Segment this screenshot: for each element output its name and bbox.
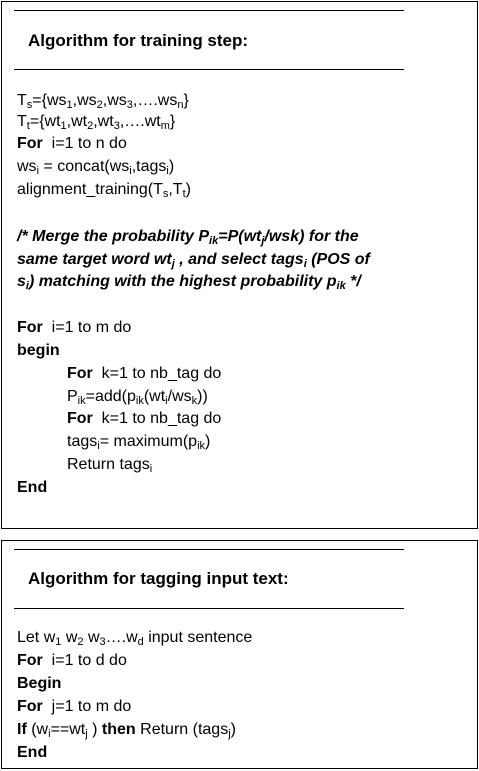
tagging-title: Algorithm for tagging input text: <box>28 569 289 588</box>
end-keyword-2: End <box>17 744 48 761</box>
comment-line-3: $s_i$) matching with the highest probability $p_{ik}$ */ <box>17 273 361 292</box>
end-keyword: End <box>17 479 48 496</box>
for-loop-n: For i=1 to n do <box>17 135 127 152</box>
comment-line-1: /* Merge the probability $P_{ik}=P(wt_j/wsk)$ for the <box>17 228 359 247</box>
for-loop-nb-tag-1: For k=1 to nb_tag do <box>67 365 222 382</box>
for-loop-j: For j=1 to m do <box>17 698 132 715</box>
alignment-training-line: $alignment\_training(T_s,T_t)$ <box>17 181 191 200</box>
training-top-rule <box>14 10 404 11</box>
tagging-top-rule <box>14 549 404 550</box>
training-title: Algorithm for training step: <box>28 31 249 50</box>
ts-set-line: $T_s=\{ws_1,ws_2,ws_3,\dots.ws_n\}$ <box>17 92 189 111</box>
comment-line-2: same target word $wt_j$ , and select tags$_i$ (POS of <box>17 251 370 270</box>
begin-keyword-2: Begin <box>17 675 62 692</box>
return-tags-line: Return tags$_i$ <box>67 456 153 475</box>
for-loop-m: For i=1 to m do <box>17 319 132 336</box>
probability-add-line: $P_{ik}=add(p_{ik}(wt_i/ws_k))$ <box>67 388 208 407</box>
let-input-line: Let $w_1$ $w_2$ $w_3\dots.w_d$ input sentence <box>17 629 253 648</box>
concat-line: $ws_i$ = $concat(ws_i,tags_i)$ <box>17 158 175 177</box>
for-loop-nb-tag-2: For k=1 to nb_tag do <box>67 410 222 427</box>
tt-set-line: $T_t=\{wt_1,wt_2,wt_3,\dots.wt_m\}$ <box>17 113 176 132</box>
for-loop-d: For i=1 to d do <box>17 652 127 669</box>
if-then-line: If ($w_i==wt_j$ ) then Return (tags$_j$) <box>17 721 236 740</box>
training-title-rule <box>14 69 404 70</box>
tagging-title-rule <box>14 608 404 609</box>
maximum-line: tags$_i$= $maximum(p_{ik})$ <box>67 433 211 452</box>
begin-keyword: begin <box>17 342 60 359</box>
